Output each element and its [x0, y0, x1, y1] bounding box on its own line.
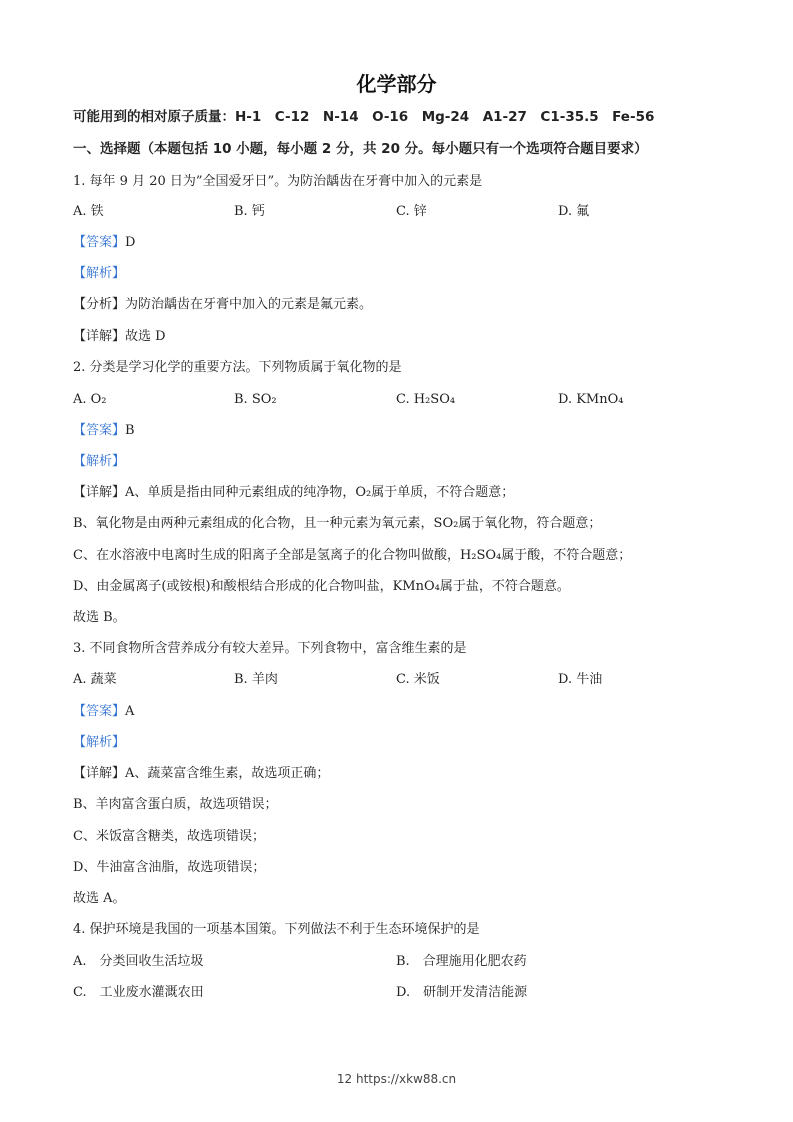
- q1-analysis-tag: 【解析】: [73, 266, 126, 281]
- q1-option-b: B. 钙: [234, 204, 265, 219]
- q2-analysis-tag: 【解析】: [73, 454, 126, 469]
- answer-tag: 【答案】: [73, 423, 126, 438]
- q2-detail-line: 故选 B。: [73, 610, 126, 625]
- q1-option-c: C. 锌: [396, 204, 427, 219]
- q2-option-d: D. KMnO₄: [558, 392, 624, 407]
- q3-detail-line: 故选 A。: [73, 891, 126, 906]
- atomic-masses: 可能用到的相对原子质量：H-1 C-12 N-14 O-16 Mg-24 A1-27 C1-35.5 Fe-56: [73, 109, 655, 125]
- q4-option-a: A. 分类回收生活垃圾: [73, 954, 204, 969]
- q4-option-c: C. 工业废水灌溉农田: [73, 985, 204, 1000]
- page-title: 化学部分: [356, 72, 437, 96]
- q2-option-c: C. H₂SO₄: [396, 392, 456, 407]
- question-1-stem: 1. 每年 9 月 20 日为”全国爱牙日”。为防治龋齿在牙膏中加入的元素是: [73, 174, 483, 189]
- q3-detail-line: C、米饭富含糖类，故选项错误；: [73, 829, 265, 844]
- q2-option-b: B. SO₂: [234, 392, 277, 407]
- q1-option-a: A. 铁: [73, 204, 104, 219]
- q2-detail-line: C、在水溶液中电离时生成的阳离子全部是氢离子的化合物叫做酸，H₂SO₄属于酸，不符合题意；: [73, 548, 632, 563]
- answer-value: B: [125, 423, 135, 438]
- q3-detail-line: B、羊肉富含蛋白质，故选项错误；: [73, 797, 278, 812]
- question-3-stem: 3. 不同食物所含营养成分有较大差异。下列食物中，富含维生素的是: [73, 641, 467, 656]
- answer-tag: 【答案】: [73, 704, 126, 719]
- q3-answer: [73, 703, 134, 721]
- q2-detail-line: B、氧化物是由两种元素组成的化合物，且一种元素为氧元素，SO₂属于氧化物，符合题意；: [73, 516, 602, 531]
- question-2-stem: 2. 分类是学习化学的重要方法。下列物质属于氧化物的是: [73, 360, 402, 375]
- q4-option-d: D. 研制开发清洁能源: [396, 985, 528, 1000]
- q3-detail-line: 【详解】A、蔬菜富含维生素，故选项正确；: [73, 766, 330, 781]
- q3-option-d: D. 牛油: [558, 672, 603, 687]
- q3-option-c: C. 米饭: [396, 672, 440, 687]
- question-4-stem: 4. 保护环境是我国的一项基本国策。下列做法不利于生态环境保护的是: [73, 922, 480, 937]
- q2-detail-line: 【详解】A、单质是指由同种元素组成的纯净物，O₂属于单质，不符合题意；: [73, 485, 515, 500]
- q3-option-a: A. 蔬菜: [73, 672, 117, 687]
- q3-analysis-tag: 【解析】: [73, 735, 126, 750]
- q4-option-b: B. 合理施用化肥农药: [396, 954, 527, 969]
- answer-value: A: [125, 704, 135, 719]
- q3-detail-line: D、牛油富含油脂，故选项错误；: [73, 860, 266, 875]
- q1-answer: [73, 234, 135, 252]
- q2-detail-line: D、由金属离子(或铵根)和酸根结合形成的化合物叫盐，KMnO₄属于盐，不符合题意。: [73, 579, 570, 594]
- q2-option-a: A. O₂: [73, 392, 107, 407]
- q1-detail: 【详解】故选 D: [73, 329, 166, 344]
- answer-tag: 【答案】: [73, 235, 126, 250]
- answer-value: D: [125, 235, 136, 250]
- section-heading: 一、选择题（本题包括 10 小题，每小题 2 分，共 20 分。每小题只有一个选项符合题目要求）: [73, 141, 648, 157]
- q3-option-b: B. 羊肉: [234, 672, 278, 687]
- page-footer: 12 https://xkw88.cn: [336, 1072, 457, 1086]
- q1-option-d: D. 氟: [558, 204, 590, 219]
- q1-fenxi: 【分析】为防治龋齿在牙膏中加入的元素是氟元素。: [73, 297, 373, 312]
- q2-answer: [73, 422, 135, 440]
